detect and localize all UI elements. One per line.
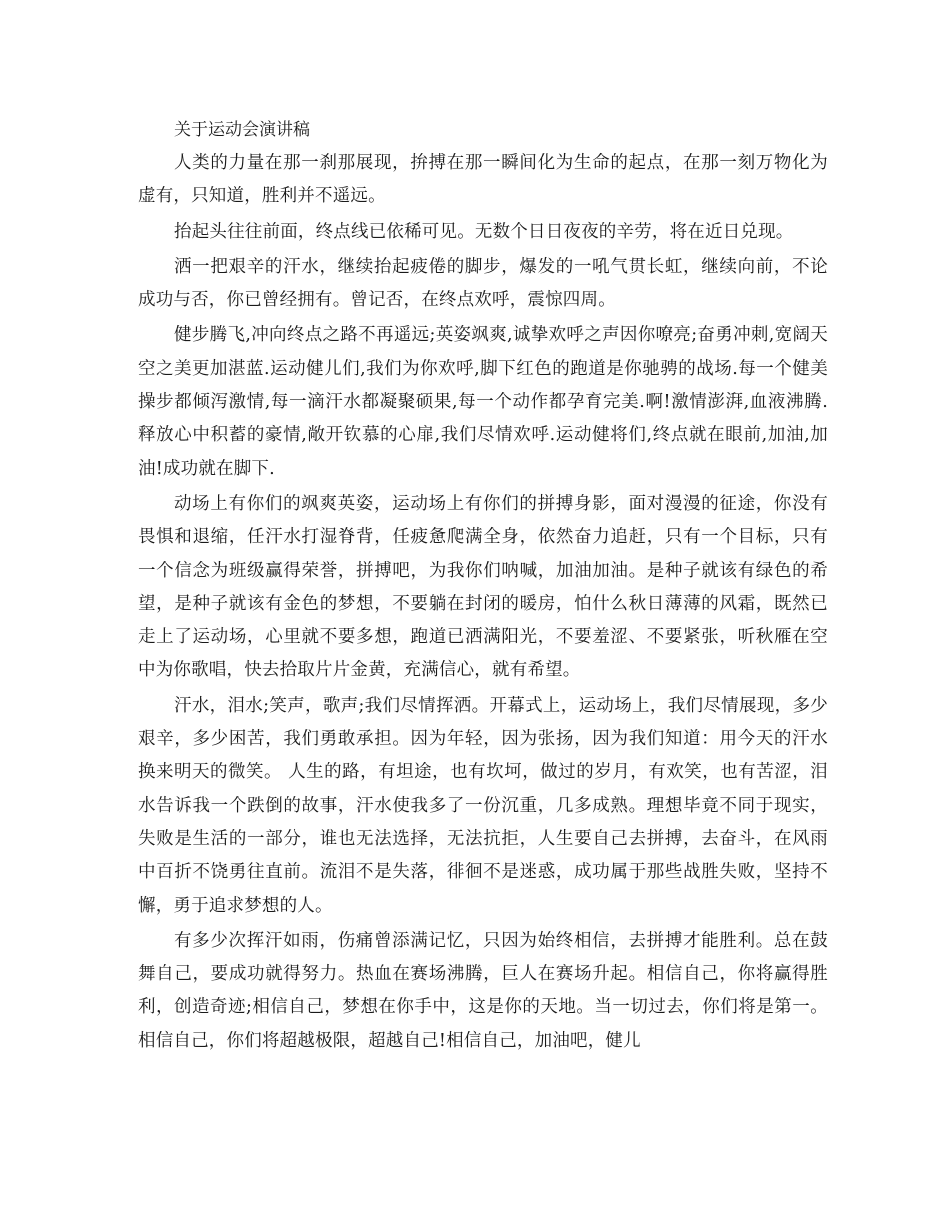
- paragraph-7: 有多少次挥汗如雨，伤痛曾添满记忆，只因为始终相信，去拼搏才能胜利。总在鼓舞自己，要成功就得努力。热血在赛场沸腾，巨人在赛场升起。相信自己，你将赢得胜利，创造奇迹;相信自己，梦想在你手中，这是你的天地。当一切过去，你们将是第一。相信自己，你们将超越极限，超越自己!相信自己，加油吧，健儿: [138, 930, 828, 1051]
- paragraph-1: 人类的力量在那一刹那展现，拚搏在那一瞬间化为生命的起点，在那一刻万物化为虚有，只知道，胜利并不遥远。: [138, 153, 828, 207]
- paragraph-6: 汗水，泪水;笑声，歌声;我们尽情挥洒。开幕式上，运动场上，我们尽情展现，多少艰辛，多少困苦，我们勇敢承担。因为年轻，因为张扬，因为我们知道：用今天的汗水换来明天的微笑。 人生的路，有坦途，也有坎坷，做过的岁月，有欢笑，也有苦涩，泪水告诉我一个跌倒的故事，汗水使我多了一份沉重，几多成熟。理想毕竟不同于现实，失败是生活的一部分，谁也无法选择，无法抗拒，人生要自己去拼搏，去奋斗，在风雨中百折不饶勇往直前。流泪不是失落，徘徊不是迷惑，成功属于那些战胜失败，坚持不懈，勇于追求梦想的人。: [138, 695, 828, 916]
- document-page: [138, 115, 828, 1060]
- paragraph-3: 洒一把艰辛的汗水，继续抬起疲倦的脚步，爆发的一吼气贯长虹，继续向前，不论成功与否，你已曾经拥有。曾记否，在终点欢呼，震惊四周。: [138, 256, 828, 311]
- document-title: 关于运动会演讲稿: [174, 120, 310, 140]
- paragraph-4: 健步腾飞,冲向终点之路不再遥远;英姿飒爽,诚挚欢呼之声因你嘹亮;奋勇冲刺,宽阔天空之美更加湛蓝.运动健儿们,我们为你欢呼,脚下红色的跑道是你驰骋的战场.每一个健美操步都倾泻激情,每一滴汗水都凝聚硕果,每一个动作都孕育完美.啊!激情澎湃,血液沸腾.释放心中积蓄的豪情,敞开钦慕的心扉,我们尽情欢呼.运动健将们,终点就在眼前,加油,加油!成功就在脚下.: [138, 325, 828, 479]
- paragraph-5: 动场上有你们的飒爽英姿，运动场上有你们的拼搏身影，面对漫漫的征途，你没有畏惧和退缩，任汗水打湿脊背，任疲惫爬满全身，依然奋力追赶，只有一个目标，只有一个信念为班级赢得荣誉，拼搏吧，为我你们呐喊，加油加油。是种子就该有绿色的希望，是种子就该有金色的梦想，不要躺在封闭的暖房，怕什么秋日薄薄的风霜，既然已走上了运动场，心里就不要多想，跑道已洒满阳光，不要羞涩、不要紧张，听秋雁在空中为你歌唱，快去拾取片片金黄，充满信心，就有希望。: [138, 493, 828, 681]
- paragraph-2: 抬起头往往前面，终点线已依稀可见。无数个日日夜夜的辛劳，将在近日兑现。: [174, 221, 794, 242]
